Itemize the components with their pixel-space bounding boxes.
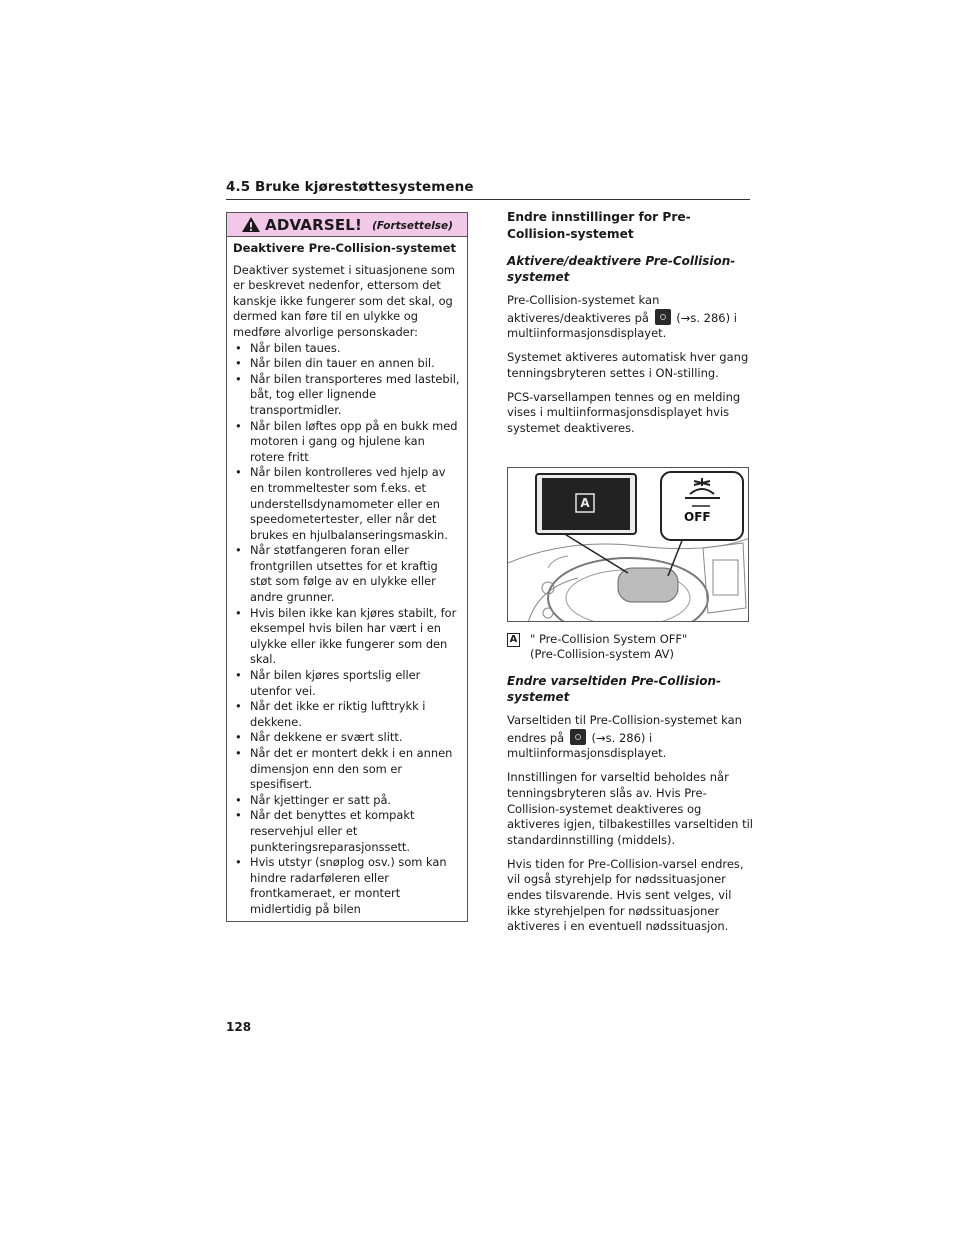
section-title: 4.5 Bruke kjørestøttesystemene bbox=[226, 179, 750, 200]
warning-box bbox=[226, 212, 468, 922]
toggle-text-before: Pre-Collision-systemet kan aktiveres/deaktiveres på bbox=[507, 293, 660, 325]
timing-text-after: (→s. 286) i multiinformasjonsdisplayet. bbox=[507, 730, 667, 761]
list-item: • Når bilen taues. bbox=[233, 341, 461, 357]
caption-letter: A bbox=[507, 633, 520, 647]
warning-subtitle: Deaktivere Pre-Collision-systemet bbox=[233, 241, 457, 255]
timing-subheading: Endre varseltiden Pre-Collision-systemet bbox=[507, 674, 721, 705]
toggle-text-after: (→s. 286) i multiinformasjonsdisplayet. bbox=[507, 310, 737, 341]
list-item: • Når bilen løftes opp på en bukk med motoren i gang og hjulene kan rotere fritt bbox=[233, 419, 461, 466]
list-item: • Når bilen kjøres sportslig eller utenfor vei. bbox=[233, 668, 461, 699]
list-item: • Når bilen din tauer en annen bil. bbox=[233, 356, 461, 372]
list-item: • Når det ikke er riktig lufttrykk i dekkene. bbox=[233, 699, 461, 730]
warning-intro: Deaktiver systemet i situasjonene som er beskrevet nedenfor, ettersom det kanskje ikke fungerer som det skal, og dermed kan føre til en ulykke og medføre alvorlige personskader: bbox=[233, 262, 456, 339]
list-item: • Når bilen transporteres med lastebil, båt, tog eller lignende transportmidler. bbox=[233, 372, 461, 419]
list-item: • Hvis utstyr (snøplog osv.) som kan hindre radarføleren eller frontkameraet, er montert midlertidig på bilen bbox=[233, 855, 461, 917]
page-number: 128 bbox=[226, 1020, 252, 1034]
auto-activate-paragraph: Systemet aktiveres automatisk hver gang tenningsbryteren settes i ON-stilling. bbox=[507, 350, 749, 380]
warning-lamp-paragraph: PCS-varsellampen tennes og en melding vises i multiinformasjonsdisplayet hvis systemet deaktiveres. bbox=[507, 389, 741, 435]
list-item: • Når det benyttes et kompakt reservehjul eller et punkteringsreparasjonssett. bbox=[233, 808, 461, 855]
warning-header bbox=[227, 213, 467, 237]
dashboard-illustration bbox=[508, 468, 749, 622]
figure-caption bbox=[507, 632, 753, 663]
warning-continued: (Fortsettelse) bbox=[372, 220, 453, 232]
figure-callout-a: A bbox=[580, 495, 590, 510]
timing-text-before: Varseltiden til Pre-Collision-systemet kan endres på bbox=[507, 713, 742, 745]
warning-title: ADVARSEL! bbox=[265, 215, 363, 234]
caption-line-1: " Pre-Collision System OFF" bbox=[530, 631, 688, 646]
settings-gear-icon bbox=[570, 729, 586, 745]
list-item: • Når bilen kontrolleres ved hjelp av en trommeltester som f.eks. et understellsdynamometer eller en speedometertester, eller når det brukes en hjulbalanseringsmaskin. bbox=[233, 465, 461, 543]
list-item: • Når det er montert dekk i en annen dimensjon enn den som er spesifisert. bbox=[233, 746, 461, 793]
toggle-paragraph bbox=[507, 293, 753, 342]
timing-paragraph bbox=[507, 713, 753, 762]
toggle-subheading: Aktivere/deaktivere Pre-Collision-systemet bbox=[507, 254, 736, 284]
list-item: • Når kjettinger er satt på. bbox=[233, 793, 461, 809]
warning-bullet-list bbox=[233, 341, 461, 918]
settings-gear-icon bbox=[655, 309, 671, 325]
dashboard-figure bbox=[507, 467, 749, 622]
timing-retain-paragraph: Innstillingen for varseltid beholdes når tenningsbryteren slås av. Hvis Pre-Collision-systemet deaktiveres og aktiveres igjen, tilbakestilles varseltiden til standardinnstilling (middels). bbox=[507, 770, 753, 847]
settings-heading: Endre innstillinger for Pre-Collision-systemet bbox=[507, 210, 691, 241]
list-item: • Når dekkene er svært slitt. bbox=[233, 730, 461, 746]
warning-triangle-icon bbox=[241, 216, 261, 233]
right-column bbox=[507, 209, 753, 943]
caption-line-2: (Pre-Collision-system AV) bbox=[530, 647, 674, 662]
list-item: • Hvis bilen ikke kan kjøres stabilt, for eksempel hvis bilen har vært i en ulykke eller ikke fungerer som den skal. bbox=[233, 606, 461, 668]
steering-assist-paragraph: Hvis tiden for Pre-Collision-varsel endres, vil også styrehjelp for nødssituasjoner endes tilsvarende. Hvis sent velges, vil ikke styrehjelpen for nødssituasjoner aktiveres i en eventuell nødssituasjon. bbox=[507, 856, 744, 934]
off-label: OFF bbox=[684, 509, 711, 524]
list-item: • Når støtfangeren foran eller frontgrillen utsettes for et kraftig støt som følge av en ulykke eller andre grunner. bbox=[233, 543, 461, 605]
